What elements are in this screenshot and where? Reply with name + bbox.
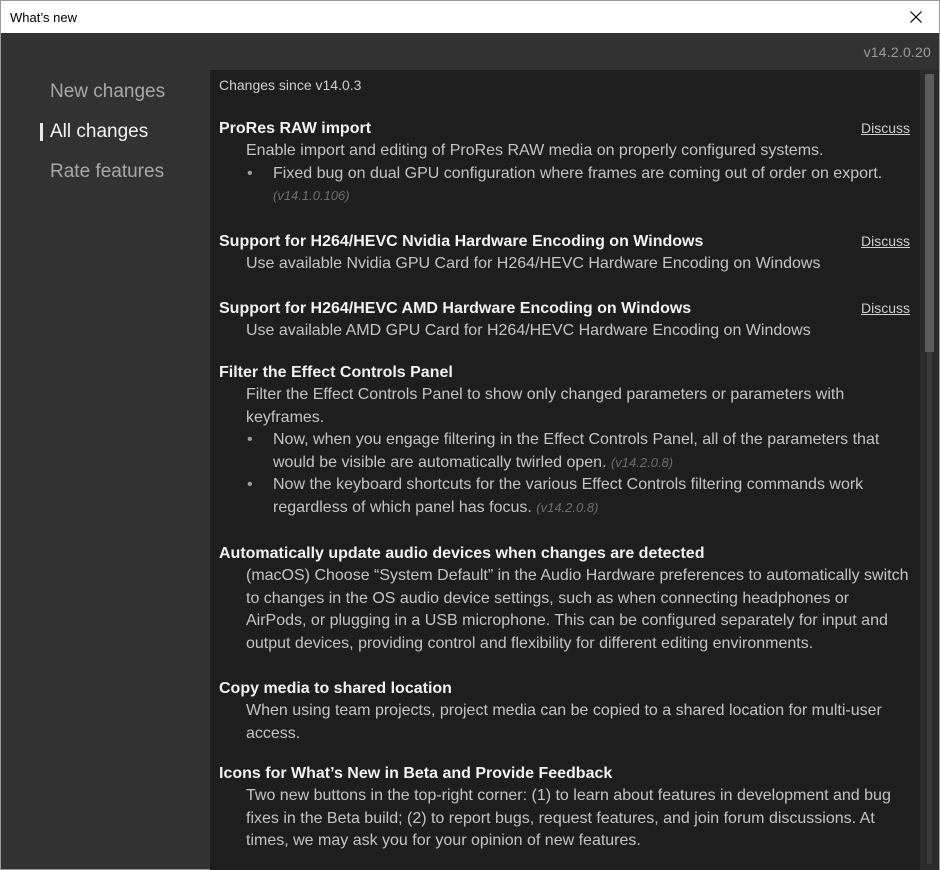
feature-copy-media: [219, 678, 909, 745]
vertical-scrollbar[interactable]: [920, 70, 939, 870]
feature-description: Enable import and editing of ProRes RAW media on properly configured systems.: [246, 142, 824, 159]
discuss-link[interactable]: Discuss: [860, 300, 910, 316]
feature-bullet: [246, 429, 909, 474]
nav-all-changes[interactable]: All changes: [50, 121, 149, 142]
feature-prores-raw: [219, 118, 909, 208]
feature-title: Copy media to shared location: [219, 680, 452, 697]
nav-new-changes[interactable]: New changes: [50, 81, 166, 102]
bullet-text: Now the keyboard shortcuts for the various Effect Controls filtering commands work regardless of which panel has focus.: [273, 476, 864, 516]
feature-description: (macOS) Choose “System Default” in the Audio Hardware preferences to automatically switch to changes in the OS audio device settings, such as when connecting headphones or AirPods, or plugging in a USB microphone. This can be configured separately for input and output devices, providing control and flexibility for different editing environments.: [246, 567, 909, 652]
feature-title: Support for H264/HEVC Nvidia Hardware Encoding on Windows: [219, 233, 704, 250]
discuss-link[interactable]: Discuss: [860, 120, 910, 136]
feature-bullet: [246, 163, 909, 208]
discuss-link[interactable]: Discuss: [860, 233, 910, 249]
changes-list[interactable]: [210, 70, 920, 870]
nav-rate-features[interactable]: Rate features: [50, 161, 165, 182]
title-bar: [1, 1, 939, 33]
feature-beta-icons: [219, 763, 909, 853]
feature-title: Icons for What’s New in Beta and Provide Feedback: [219, 765, 613, 782]
feature-nvidia-encoding: [219, 231, 909, 276]
close-icon: [910, 11, 922, 23]
bullet-icon: •: [247, 164, 253, 182]
feature-description: Two new buttons in the top-right corner: (1) to learn about features in development and bug fixes in the Beta build; (2) to report bugs, request features, and join forum discussions. At times, we may ask you for your opinion of new features.: [246, 787, 891, 849]
feature-audio-devices: [219, 543, 909, 655]
feature-description: When using team projects, project media can be copied to a shared location for multi-user access.: [246, 702, 882, 742]
feature-title: ProRes RAW import: [219, 120, 372, 137]
feature-description: Use available Nvidia GPU Card for H264/HEVC Hardware Encoding on Windows: [246, 255, 821, 272]
feature-title: Filter the Effect Controls Panel: [219, 364, 453, 381]
bullet-icon: •: [247, 431, 253, 448]
bullet-icon: •: [247, 476, 253, 493]
close-button[interactable]: [893, 1, 939, 33]
bullet-text: Now, when you engage filtering in the Effect Controls Panel, all of the parameters that would be visible are automatically twirled open.: [273, 431, 880, 471]
active-nav-indicator: [40, 123, 43, 141]
feature-bullets: [219, 163, 909, 208]
feature-bullet: [246, 474, 909, 519]
scrollbar-thumb[interactable]: [925, 74, 934, 352]
feature-amd-encoding: [219, 298, 909, 343]
feature-description: Use available AMD GPU Card for H264/HEVC Hardware Encoding on Windows: [246, 322, 811, 339]
bullet-version: (v14.1.0.106): [273, 188, 350, 203]
window-title: What’s new: [10, 10, 77, 25]
bullet-text: Fixed bug on dual GPU configuration where frames are coming out of order on export.: [273, 164, 883, 182]
bullet-version: (v14.2.0.8): [536, 499, 599, 515]
feature-description: Filter the Effect Controls Panel to show only changed parameters or parameters with keyframes.: [246, 386, 845, 426]
changes-since-label: Changes since v14.0.3: [219, 77, 362, 93]
feature-bullets: [219, 429, 909, 519]
feature-title: Automatically update audio devices when changes are detected: [219, 545, 705, 562]
version-label: v14.2.0.20: [863, 44, 931, 60]
bullet-version: (v14.2.0.8): [610, 454, 674, 470]
feature-title: Support for H264/HEVC AMD Hardware Encoding on Windows: [219, 300, 692, 317]
feature-filter-effect-controls: [219, 362, 909, 519]
